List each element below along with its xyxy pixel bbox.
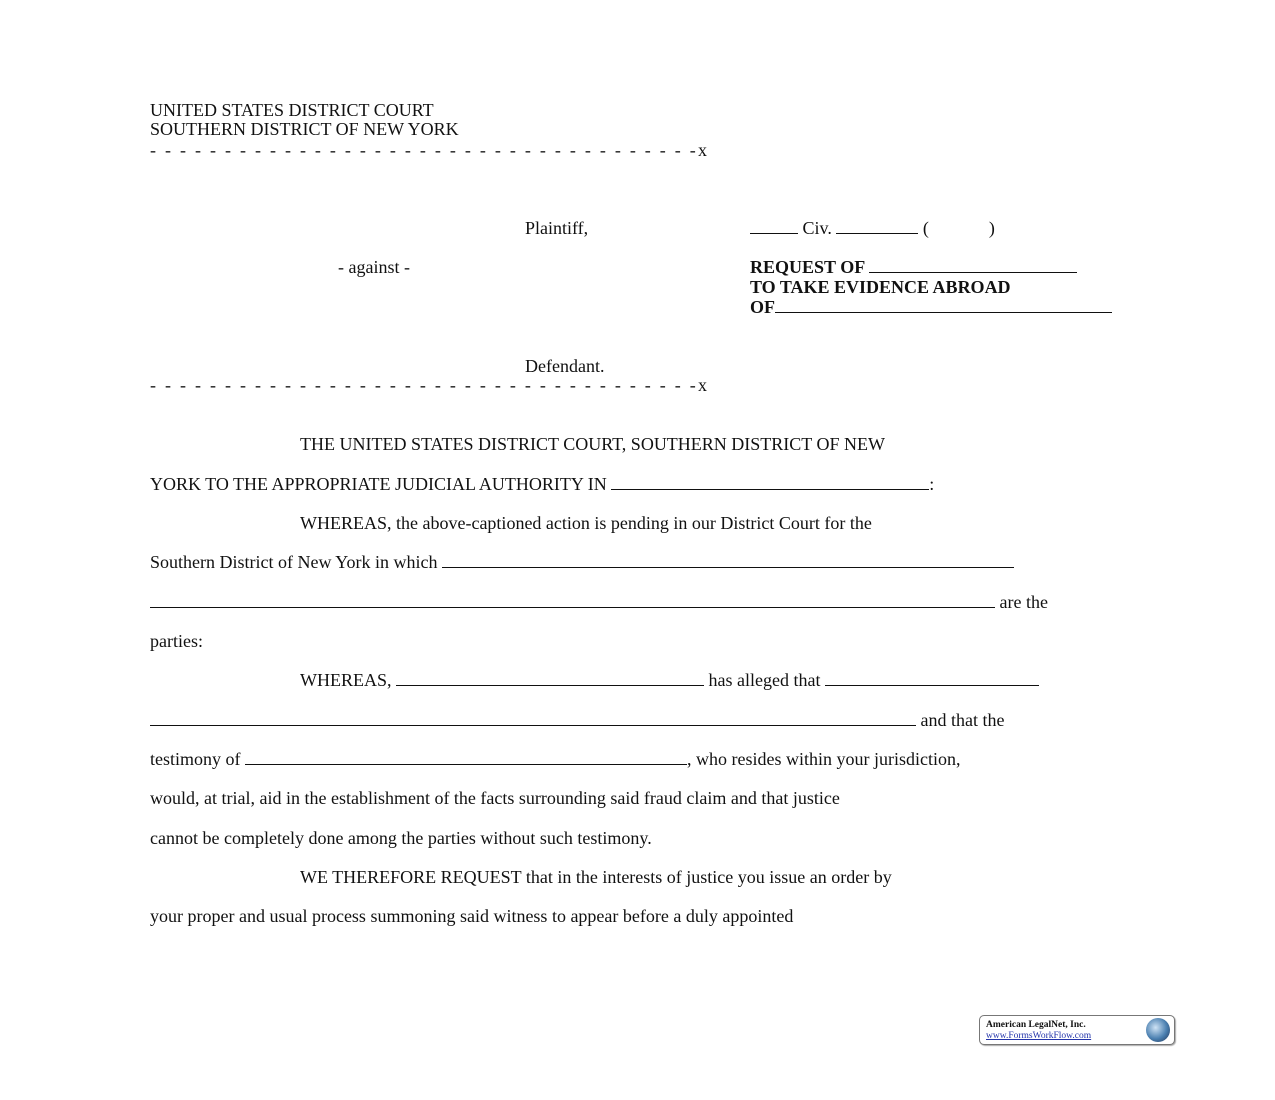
blank-field[interactable] xyxy=(245,748,687,765)
civ-label: Civ. xyxy=(798,218,837,238)
text: : xyxy=(929,474,935,494)
title-line-2: TO TAKE EVIDENCE ABROAD xyxy=(750,277,1011,297)
title-line-1 xyxy=(750,256,1077,278)
body-line: would, at trial, aid in the establishment of the facts surrounding said fraud claim and that justice xyxy=(150,788,840,808)
blank-field[interactable] xyxy=(836,217,918,234)
body-line: cannot be completely done among the parties without such testimony. xyxy=(150,828,652,848)
blank-field[interactable] xyxy=(611,473,929,490)
text: has alleged that xyxy=(704,670,825,690)
blank-field[interactable] xyxy=(825,669,1039,686)
blank-field[interactable] xyxy=(396,669,704,686)
text: WHEREAS, xyxy=(300,670,396,690)
blank-field[interactable] xyxy=(150,709,916,726)
paren-open: ( xyxy=(918,218,929,238)
body-line: your proper and usual process summoning said witness to appear before a duly appointed xyxy=(150,906,794,926)
body-line: THE UNITED STATES DISTRICT COURT, SOUTHERN DISTRICT OF NEW xyxy=(300,434,885,454)
body-line: WE THEREFORE REQUEST that in the interests of justice you issue an order by xyxy=(300,867,892,887)
title-line-3 xyxy=(750,296,1112,318)
against-label: - against - xyxy=(338,257,410,277)
body-line xyxy=(150,551,1014,573)
text: are the xyxy=(995,592,1048,612)
globe-icon xyxy=(1146,1018,1170,1042)
blank-field[interactable] xyxy=(869,256,1077,273)
caption-divider-top: - - - - - - - - - - - - - - - - - - - - - - - - - - - - - - - - - - - - -x xyxy=(150,140,710,160)
blank-field[interactable] xyxy=(775,296,1112,313)
body-line: parties: xyxy=(150,631,203,651)
body-line xyxy=(150,748,960,770)
publisher-link[interactable]: www.FormsWorkFlow.com xyxy=(986,1031,1092,1041)
text: testimony of xyxy=(150,749,245,769)
blank-field[interactable] xyxy=(750,217,798,234)
blank-field[interactable] xyxy=(150,591,995,608)
court-name: UNITED STATES DISTRICT COURT xyxy=(150,100,434,120)
body-line: WHEREAS, the above-captioned action is pending in our District Court for the xyxy=(300,513,872,533)
paren-close: ) xyxy=(988,218,995,238)
body-line xyxy=(150,591,1048,613)
title-text: OF xyxy=(750,297,775,317)
case-number xyxy=(750,217,995,239)
text: , who resides within your jurisdiction, xyxy=(687,749,961,769)
publisher-name: American LegalNet, Inc. xyxy=(986,1020,1086,1030)
body-line xyxy=(150,709,1004,731)
plaintiff-label: Plaintiff, xyxy=(525,218,589,238)
defendant-label: Defendant. xyxy=(525,356,605,376)
blank-field[interactable] xyxy=(442,551,1014,568)
district-name: SOUTHERN DISTRICT OF NEW YORK xyxy=(150,119,459,139)
title-text: REQUEST OF xyxy=(750,257,870,277)
caption-divider-bottom: - - - - - - - - - - - - - - - - - - - - - - - - - - - - - - - - - - - - -x xyxy=(150,375,710,395)
body-line xyxy=(300,669,1039,691)
publisher-logo xyxy=(979,1015,1175,1045)
text: and that the xyxy=(916,710,1005,730)
body-line xyxy=(150,473,934,495)
text: Southern District of New York in which xyxy=(150,552,442,572)
text: YORK TO THE APPROPRIATE JUDICIAL AUTHORITY IN xyxy=(150,474,612,494)
